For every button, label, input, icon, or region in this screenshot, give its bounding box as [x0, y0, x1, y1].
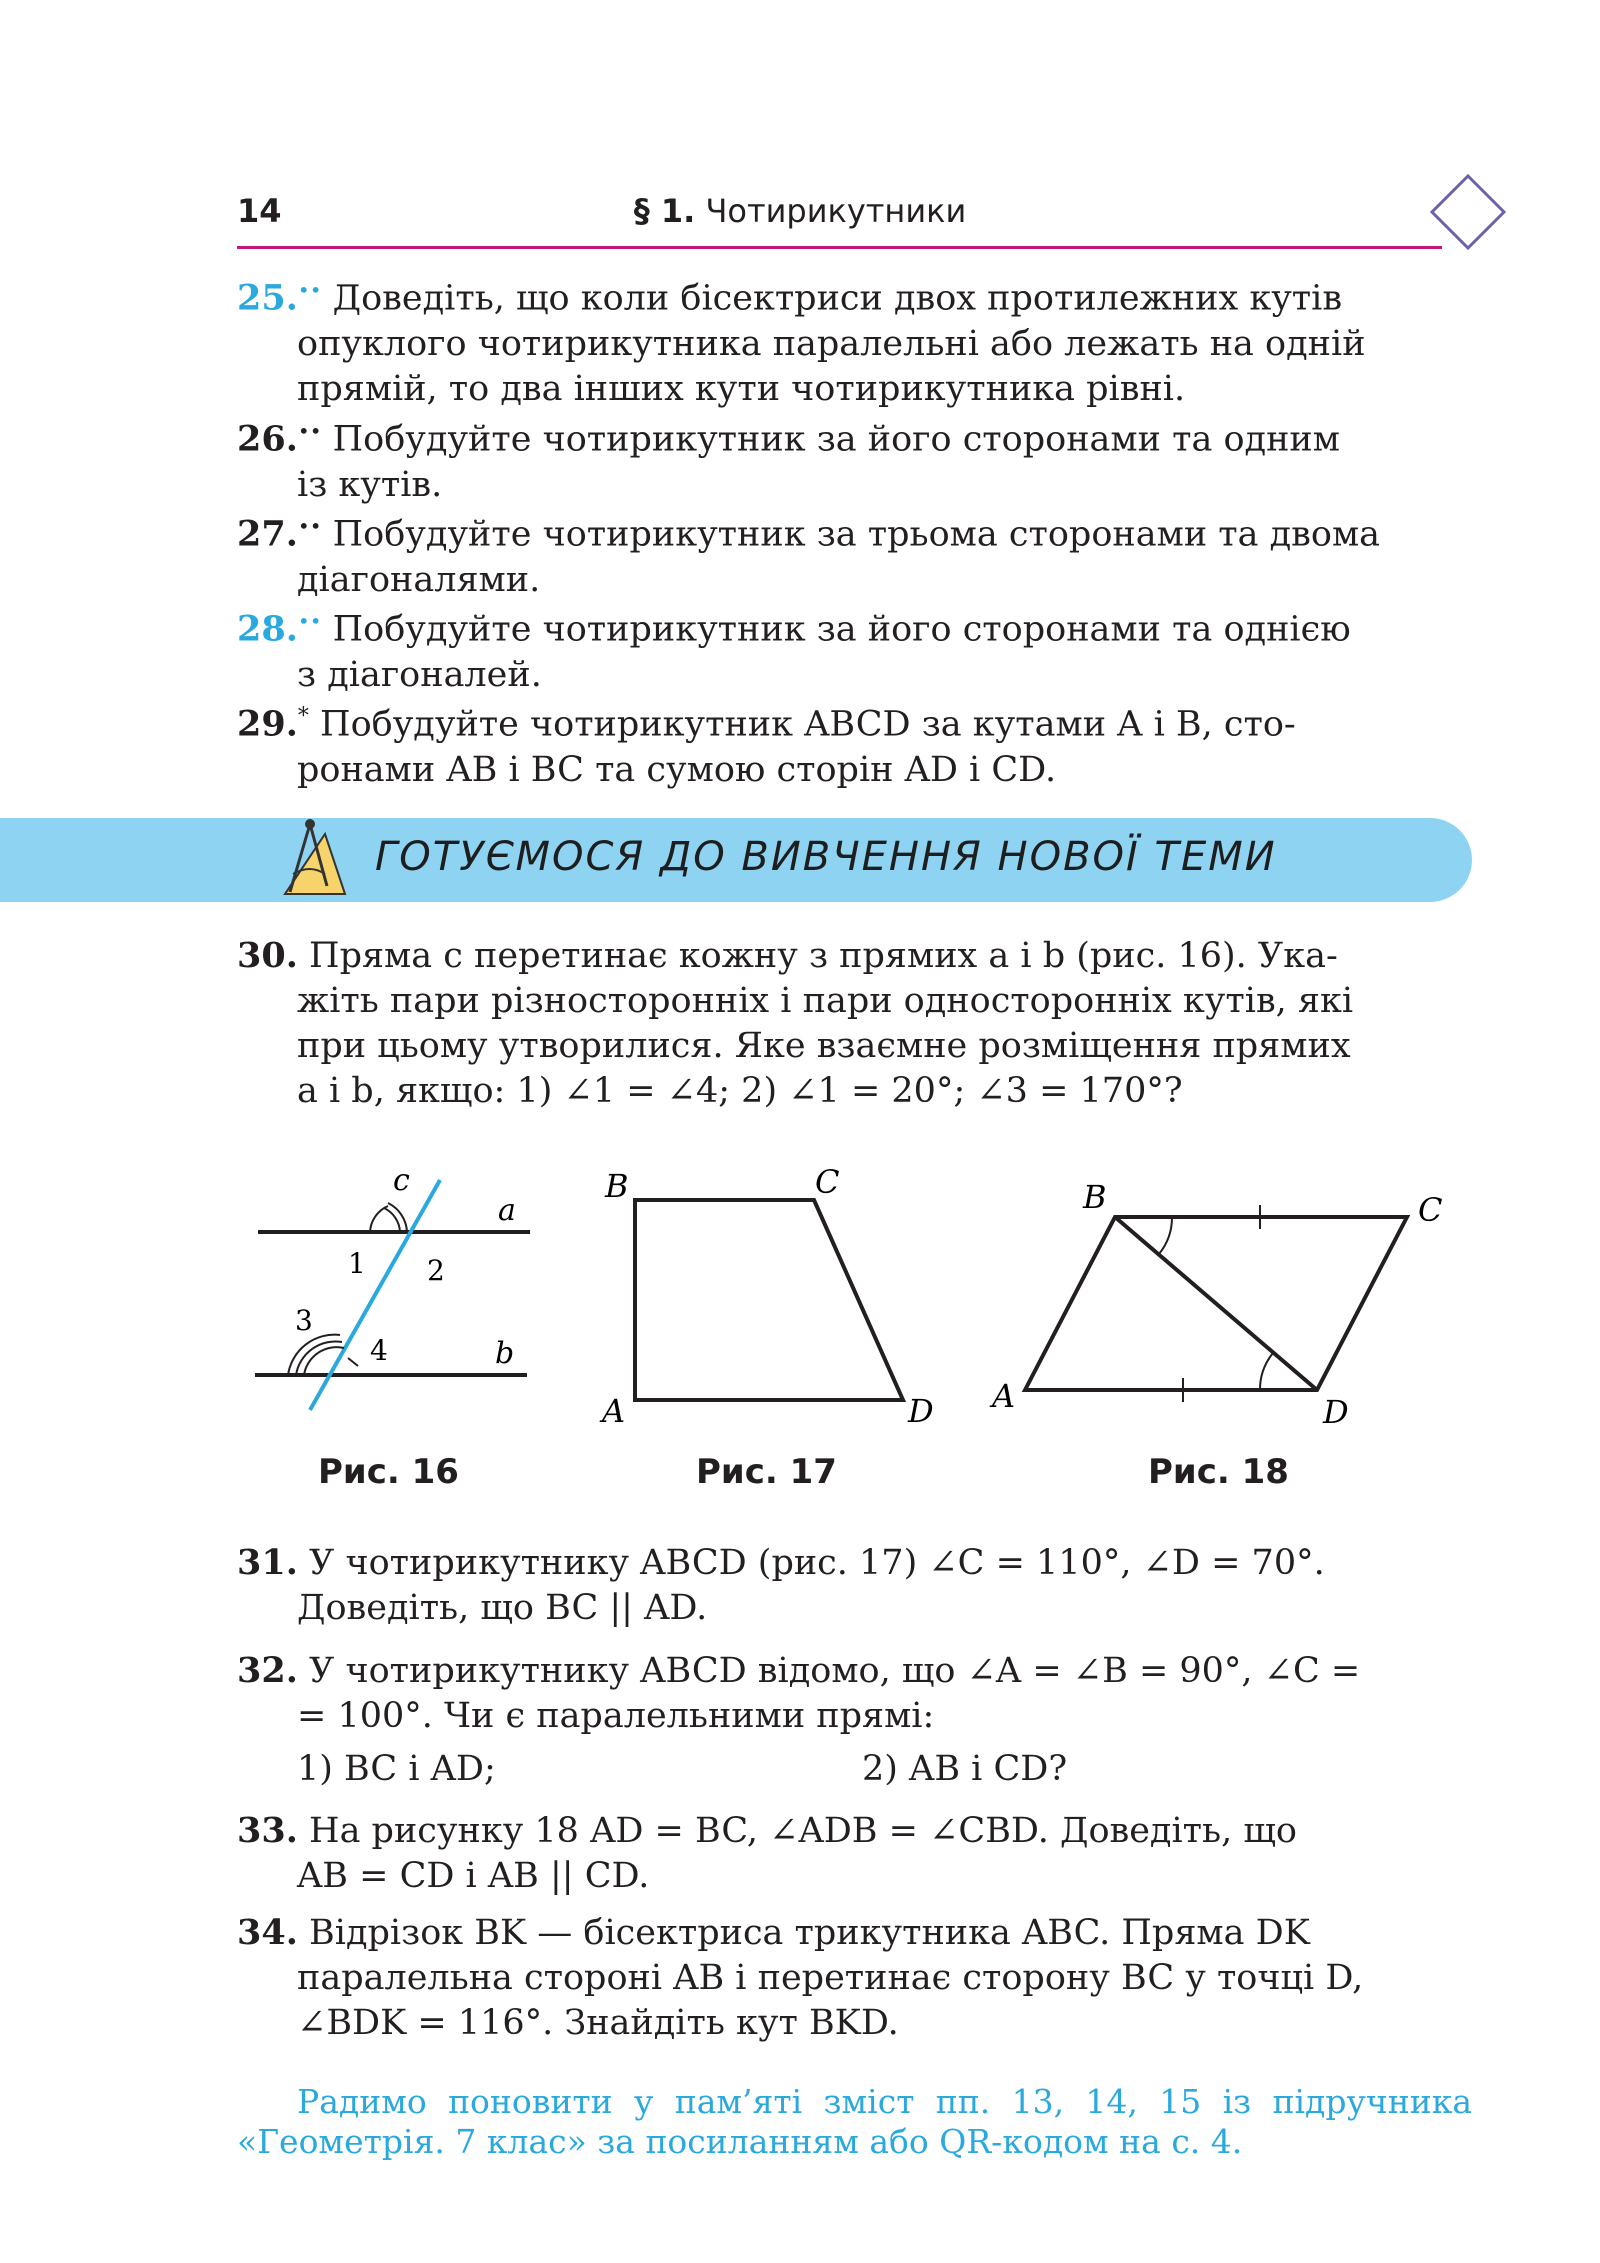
band-title: ГОТУЄМОСЯ ДО ВИВЧЕННЯ НОВОЇ ТЕМИ	[375, 834, 1277, 880]
task-33: 33. На рисунку 18 AD = BC, ∠ADB = ∠CBD. Доведіть, що AB = CD і AB || CD.	[237, 1810, 1297, 1896]
header-rule	[237, 246, 1442, 249]
task-28: 28.•• Побудуйте чотирикутник за його сторонами та однією з діагоналей.	[237, 608, 1351, 695]
figure-17	[590, 1160, 950, 1430]
section-title: Чотирикутники	[705, 192, 967, 230]
label-c: c	[393, 1163, 410, 1198]
label-b: b	[495, 1336, 515, 1371]
section-mark: § 1.	[633, 192, 696, 230]
task-number: 25.	[237, 277, 298, 319]
label-4: 4	[370, 1334, 388, 1367]
reminder-note: Радимо поновити у пам’яті зміст пп. 13, 14, 15 із підручника «Геометрія. 7 клас» за посиланням або QR-кодом на с. 4.	[237, 2082, 1472, 2161]
task-number: 28.	[237, 608, 298, 650]
task-26: 26.•• Побудуйте чотирикутник за його сторонами та одним із кутів.	[237, 418, 1340, 505]
diamond-icon	[1428, 172, 1508, 252]
label-C: C	[815, 1163, 840, 1201]
task-number: 32.	[237, 1650, 298, 1691]
task-number: 34.	[237, 1912, 298, 1953]
task-number: 29.	[237, 703, 298, 745]
task-number: 33.	[237, 1810, 298, 1851]
label-C: C	[1418, 1191, 1443, 1229]
task-32: 32. У чотирикутнику ABCD відомо, що ∠A = ∠B = 90°, ∠C = = 100°. Чи є паралельними прямі: 1) BC і AD; 2) AB і CD?	[237, 1648, 1472, 1792]
caption-fig18: Рис. 18	[1148, 1452, 1289, 1492]
label-D: D	[1323, 1393, 1349, 1431]
task-31: 31. У чотирикутнику ABCD (рис. 17) ∠C = 110°, ∠D = 70°. Доведіть, що BC || AD.	[237, 1542, 1325, 1628]
label-A: A	[992, 1377, 1016, 1415]
task-number: 30.	[237, 935, 298, 976]
task-number: 31.	[237, 1542, 298, 1583]
task-25: 25.•• Доведіть, що коли бісектриси двох протилежних кутів опуклого чотирикутника паралельні або лежать на одній прямій, то два інших кути чотирикутника рівні.	[237, 277, 1366, 409]
task-number: 27.	[237, 513, 298, 555]
label-2: 2	[427, 1254, 445, 1287]
figure-18	[975, 1175, 1465, 1435]
option-2: 2) AB і CD?	[862, 1749, 1068, 1789]
label-3: 3	[295, 1304, 313, 1337]
caption-fig17: Рис. 17	[696, 1452, 837, 1492]
label-a: a	[498, 1193, 516, 1228]
label-D: D	[908, 1392, 934, 1430]
label-B: B	[605, 1167, 629, 1205]
task-29: 29.* Побудуйте чотирикутник ABCD за кутами A і B, сто- ронами AB і BC та сумою сторін AD і CD.	[237, 703, 1296, 790]
figure-16	[240, 1160, 540, 1430]
page-number: 14	[237, 192, 282, 230]
task-number: 26.	[237, 418, 298, 460]
section-header	[0, 192, 1600, 230]
compass-icon	[265, 814, 355, 904]
task-34: 34. Відрізок BK — бісектриса трикутника ABC. Пряма DK паралельна стороні AB і перетинає сторону BC у точці D, ∠BDK = 116°. Знайдіть кут BKD.	[237, 1912, 1364, 2043]
task-27: 27.•• Побудуйте чотирикутник за трьома сторонами та двома діагоналями.	[237, 513, 1381, 600]
label-A: A	[602, 1392, 626, 1430]
option-1: 1) BC і AD;	[297, 1749, 496, 1789]
caption-fig16: Рис. 16	[318, 1452, 459, 1492]
task-30: 30. Пряма c перетинає кожну з прямих a і b (рис. 16). Ука- жіть пари різносторонніх і пари односторонніх кутів, які при цьому утворилися. Яке взаємне розміщення прямих a і b, якщо: 1) ∠1 = ∠4; 2) ∠1 = 20°; ∠3 = 170°?	[237, 935, 1354, 1111]
label-B: B	[1083, 1178, 1107, 1216]
label-1: 1	[348, 1247, 366, 1280]
